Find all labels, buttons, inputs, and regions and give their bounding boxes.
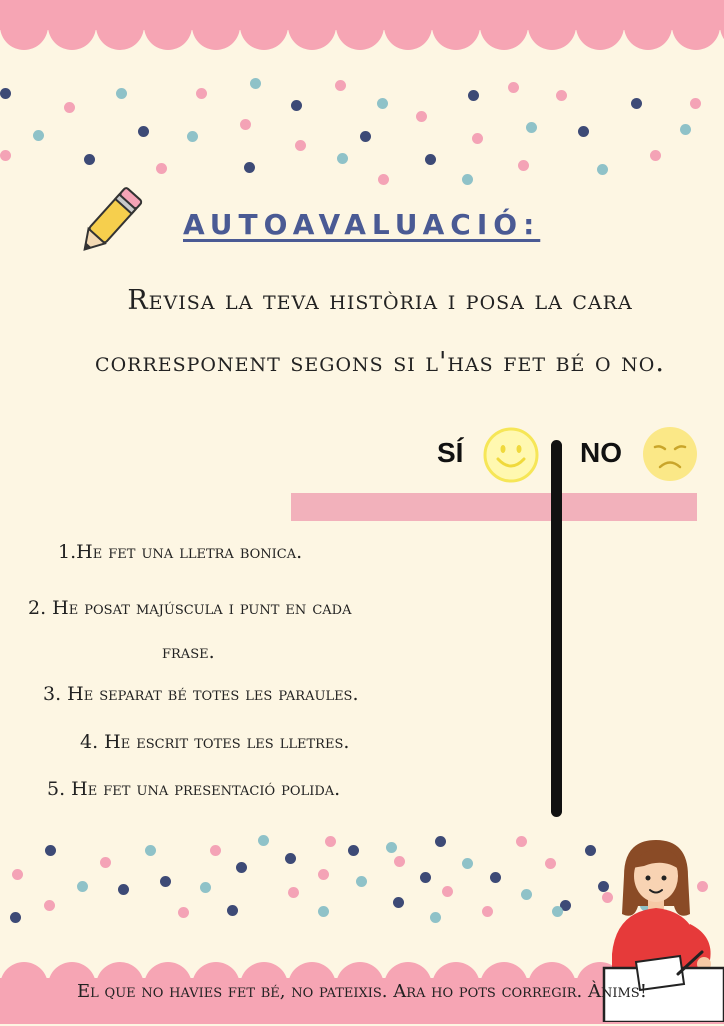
sad-face-icon [641, 425, 699, 487]
instruction-text [90, 270, 670, 394]
page-title: AUTOAVALUACIÓ: [183, 208, 541, 241]
instruction-line-2: corresponent segons si l'has fet bé o no. [95, 347, 665, 378]
checklist-item-5: 5. He fet una presentació polida. [47, 778, 341, 800]
instruction-line-1: Revisa la teva història i posa la cara [127, 285, 633, 316]
checklist-item-1: 1.He fet una lletra bonica. [58, 541, 303, 563]
pencil-icon [70, 186, 146, 262]
no-label: NO [580, 437, 622, 468]
checklist-item-2: 2. He posat majúscula i punt en cada [28, 597, 352, 619]
checklist-item-4: 4. He escrit totes les lletres. [80, 731, 350, 753]
checklist-item-2-cont: frase. [162, 641, 215, 663]
header-divider [291, 493, 697, 521]
checklist-item-3: 3. He separat bé totes les paraules. [43, 683, 359, 705]
footer-message: El que no havies fet bé, no pateixis. Ara ho pots corregir. Ànims! [77, 981, 647, 1002]
yes-label: SÍ [437, 437, 464, 468]
smiley-face-icon [483, 427, 539, 487]
top-scallops [0, 22, 724, 50]
column-divider [551, 440, 562, 817]
